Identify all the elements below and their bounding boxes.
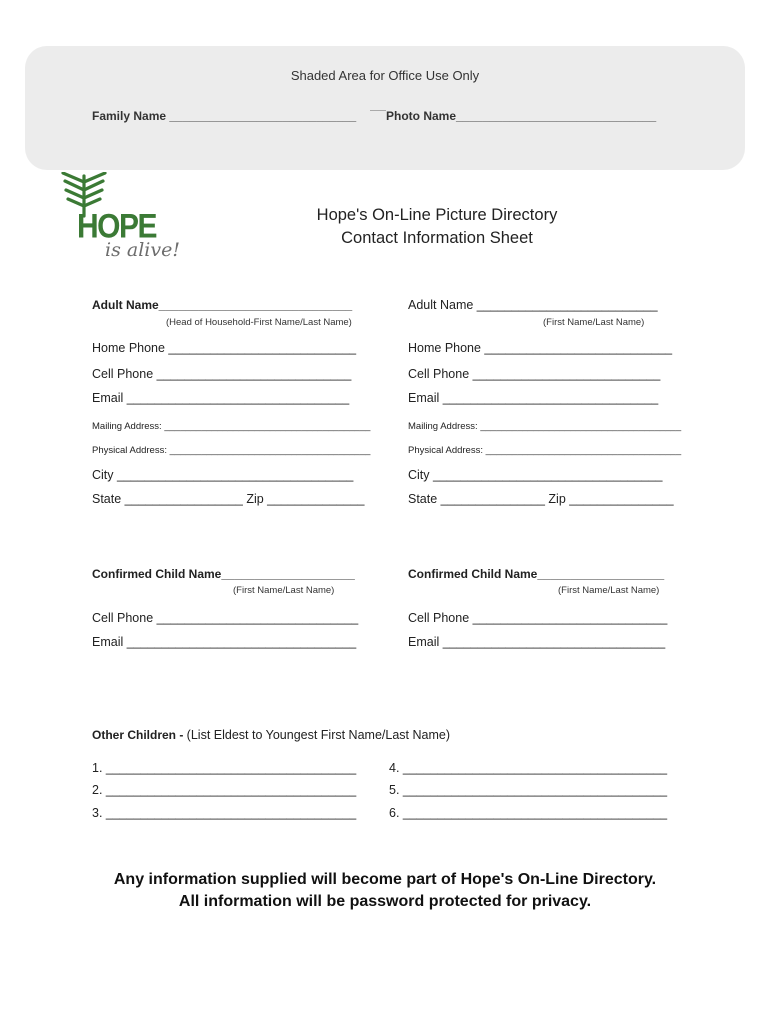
- other-children-label: [92, 728, 450, 742]
- child-cell-phone-field[interactable]: Cell Phone _____________________________: [92, 611, 359, 625]
- child-name-field[interactable]: Confirmed Child Name____________________: [92, 567, 355, 581]
- adult2-mailing-address-field[interactable]: Mailing Address: ______________________________________: [408, 421, 682, 432]
- page-title: Hope's On-Line Picture Directory: [316, 206, 558, 224]
- adult-name-field[interactable]: Adult Name_____________________________: [92, 298, 353, 312]
- adult2-city-field[interactable]: City _________________________________: [408, 468, 663, 482]
- state-zip-field[interactable]: State _________________ Zip ______________: [92, 492, 365, 506]
- child2-name-field[interactable]: Confirmed Child Name___________________: [408, 567, 665, 581]
- email-field[interactable]: Email ________________________________: [92, 391, 350, 405]
- office-use-title: Shaded Area for Office Use Only: [290, 68, 480, 83]
- adult2-cell-phone-field[interactable]: Cell Phone ___________________________: [408, 367, 661, 381]
- other-children-label-rest: (List Eldest to Youngest First Name/Last Name): [186, 728, 450, 742]
- other-child-field-5[interactable]: 5. ______________________________________: [389, 783, 668, 797]
- adult2-physical-address-field[interactable]: Physical Address: _____________________________________: [408, 445, 682, 456]
- logo-word: HOPE: [77, 206, 156, 246]
- child2-name-hint: (First Name/Last Name): [558, 585, 660, 596]
- adult2-home-phone-field[interactable]: Home Phone ___________________________: [408, 341, 673, 355]
- footer-notice-line2: All information will be password protected for privacy.: [178, 893, 592, 910]
- family-name-field[interactable]: Family Name ____________________________: [92, 109, 357, 123]
- other-children-label-bold: Other Children -: [92, 728, 187, 742]
- other-child-field-3[interactable]: 3. ____________________________________: [92, 806, 357, 820]
- child-name-hint: (First Name/Last Name): [233, 585, 335, 596]
- adult2-name-field[interactable]: Adult Name __________________________: [408, 298, 658, 312]
- home-phone-field[interactable]: Home Phone ___________________________: [92, 341, 357, 355]
- other-child-field-4[interactable]: 4. ______________________________________: [389, 761, 668, 775]
- city-field[interactable]: City __________________________________: [92, 468, 354, 482]
- other-child-field-6[interactable]: 6. ______________________________________: [389, 806, 668, 820]
- mailing-address-field[interactable]: Mailing Address: _______________________________________: [92, 421, 371, 432]
- adult2-email-field[interactable]: Email _______________________________: [408, 391, 659, 405]
- footer-notice-line1: Any information supplied will become part of Hope's On-Line Directory.: [113, 871, 657, 888]
- adult-name-hint: (Head of Household-First Name/Last Name): [166, 317, 352, 328]
- office-dash-divider: [370, 110, 386, 111]
- child2-email-field[interactable]: Email ________________________________: [408, 635, 666, 649]
- page-subtitle: Contact Information Sheet: [341, 229, 533, 247]
- photo-name-field[interactable]: Photo Name______________________________: [386, 109, 657, 123]
- physical-address-field[interactable]: Physical Address: ______________________________________: [92, 445, 371, 456]
- adult2-state-zip-field[interactable]: State _______________ Zip _______________: [408, 492, 674, 506]
- logo-tagline: is alive!: [105, 239, 180, 261]
- office-use-shaded-area: [25, 46, 745, 170]
- other-child-field-1[interactable]: 1. ____________________________________: [92, 761, 357, 775]
- child2-cell-phone-field[interactable]: Cell Phone ____________________________: [408, 611, 668, 625]
- adult2-name-hint: (First Name/Last Name): [543, 317, 645, 328]
- hope-logo-icon: [57, 172, 187, 264]
- cell-phone-field[interactable]: Cell Phone ____________________________: [92, 367, 352, 381]
- other-child-field-2[interactable]: 2. ____________________________________: [92, 783, 357, 797]
- child-email-field[interactable]: Email _________________________________: [92, 635, 357, 649]
